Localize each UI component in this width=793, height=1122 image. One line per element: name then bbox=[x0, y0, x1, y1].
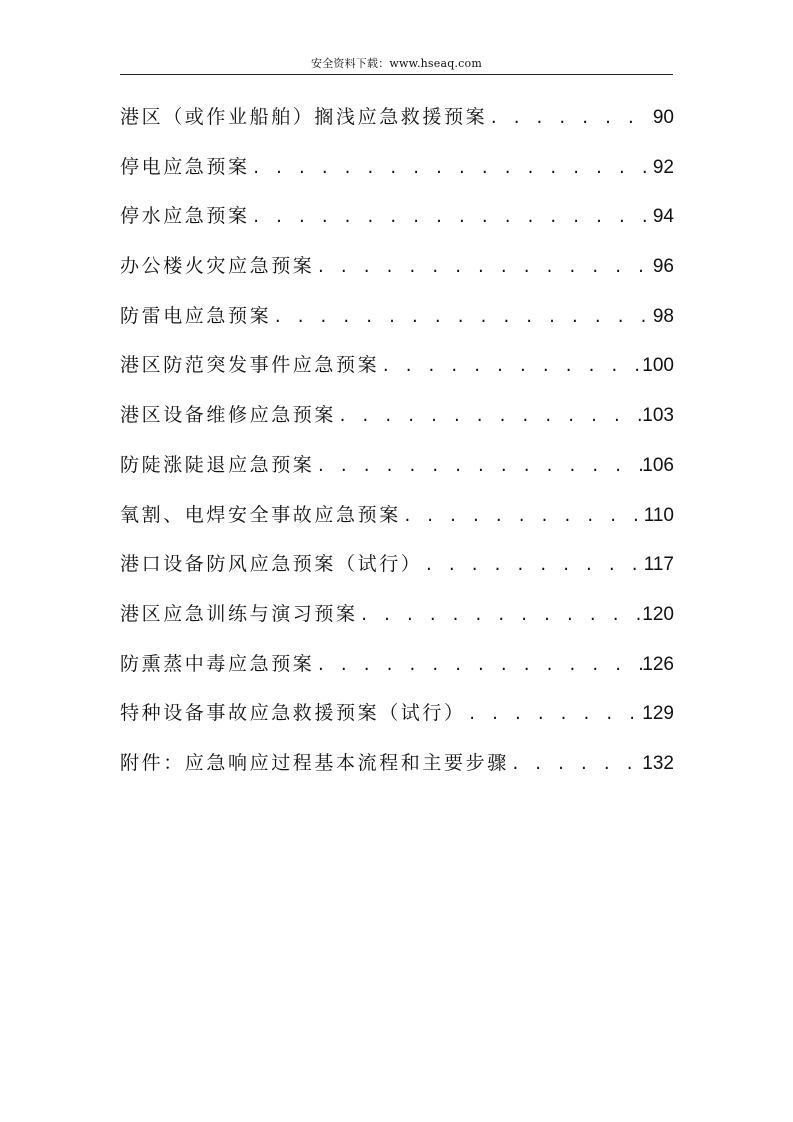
toc-entry-title: 防雷电应急预案 bbox=[120, 304, 272, 327]
toc-leader-dots bbox=[250, 151, 653, 185]
toc-leader-dots bbox=[271, 300, 653, 334]
toc-entry[interactable] bbox=[120, 398, 674, 448]
toc-entry-title: 港区设备维修应急预案 bbox=[120, 404, 337, 427]
toc-leader-dots bbox=[379, 349, 642, 383]
toc-entry-title: 停水应急预案 bbox=[120, 205, 250, 228]
toc-entry[interactable] bbox=[120, 696, 674, 746]
toc-entry[interactable] bbox=[120, 348, 674, 398]
toc-entry-title: 特种设备事故应急救援预案（试行） bbox=[120, 702, 466, 725]
toc-leader-dots bbox=[358, 598, 643, 632]
toc-entry-page: 120 bbox=[642, 603, 674, 625]
toc-leader-dots bbox=[401, 499, 644, 533]
toc-entry[interactable] bbox=[120, 100, 674, 150]
toc-leader-dots bbox=[314, 648, 642, 682]
toc-leader-dots bbox=[314, 449, 642, 483]
toc-leader-dots bbox=[487, 101, 653, 135]
toc-entry-title: 氧割、电焊安全事故应急预案 bbox=[120, 503, 401, 526]
toc-entry-page: 129 bbox=[642, 703, 674, 725]
toc-entry-page: 117 bbox=[643, 554, 674, 576]
toc-entry-page: 98 bbox=[652, 305, 674, 327]
toc-entry-title: 附件：应急响应过程基本流程和主要步骤 bbox=[120, 751, 509, 774]
toc-leader-dots bbox=[466, 697, 643, 731]
toc-entry-page: 96 bbox=[652, 256, 674, 278]
toc-entry-title: 港区防范突发事件应急预案 bbox=[120, 354, 380, 377]
toc-entry-page: 100 bbox=[642, 355, 674, 377]
toc-entry[interactable] bbox=[120, 150, 674, 200]
page-header bbox=[120, 56, 673, 75]
toc-entry-title: 防陡涨陡退应急预案 bbox=[120, 453, 315, 476]
toc-leader-dots bbox=[422, 548, 643, 582]
table-of-contents bbox=[120, 100, 674, 796]
toc-entry-page: 132 bbox=[642, 752, 674, 774]
toc-entry-title: 防熏蒸中毒应急预案 bbox=[120, 652, 315, 675]
toc-leader-dots bbox=[336, 399, 642, 433]
toc-entry[interactable] bbox=[120, 647, 674, 697]
toc-entry[interactable] bbox=[120, 249, 674, 299]
toc-entry-page: 92 bbox=[652, 156, 674, 178]
toc-entry[interactable] bbox=[120, 448, 674, 498]
toc-entry[interactable] bbox=[120, 498, 674, 548]
toc-entry-title: 港口设备防风应急预案（试行） bbox=[120, 553, 423, 576]
toc-entry-page: 103 bbox=[642, 405, 674, 427]
toc-entry-title: 港区（或作业船舶）搁浅应急救援预案 bbox=[120, 106, 488, 128]
toc-entry[interactable] bbox=[120, 299, 674, 349]
toc-entry-page: 110 bbox=[643, 504, 674, 526]
toc-entry-title: 港区应急训练与演习预案 bbox=[120, 602, 358, 625]
toc-entry[interactable] bbox=[120, 199, 674, 249]
toc-entry[interactable] bbox=[120, 597, 674, 647]
toc-entry-title: 停电应急预案 bbox=[120, 155, 250, 178]
toc-entry-page: 94 bbox=[652, 206, 674, 228]
toc-entry-page: 126 bbox=[642, 653, 674, 675]
toc-entry-page: 106 bbox=[642, 454, 674, 476]
toc-leader-dots bbox=[250, 200, 653, 234]
toc-leader-dots bbox=[509, 747, 642, 781]
toc-entry[interactable] bbox=[120, 547, 674, 597]
toc-leader-dots bbox=[314, 250, 652, 284]
toc-entry[interactable] bbox=[120, 746, 674, 796]
toc-entry-title: 办公楼火灾应急预案 bbox=[120, 255, 315, 278]
header-text: 安全资料下载：www.hseaq.com bbox=[311, 57, 482, 70]
toc-entry-page: 90 bbox=[652, 107, 674, 128]
